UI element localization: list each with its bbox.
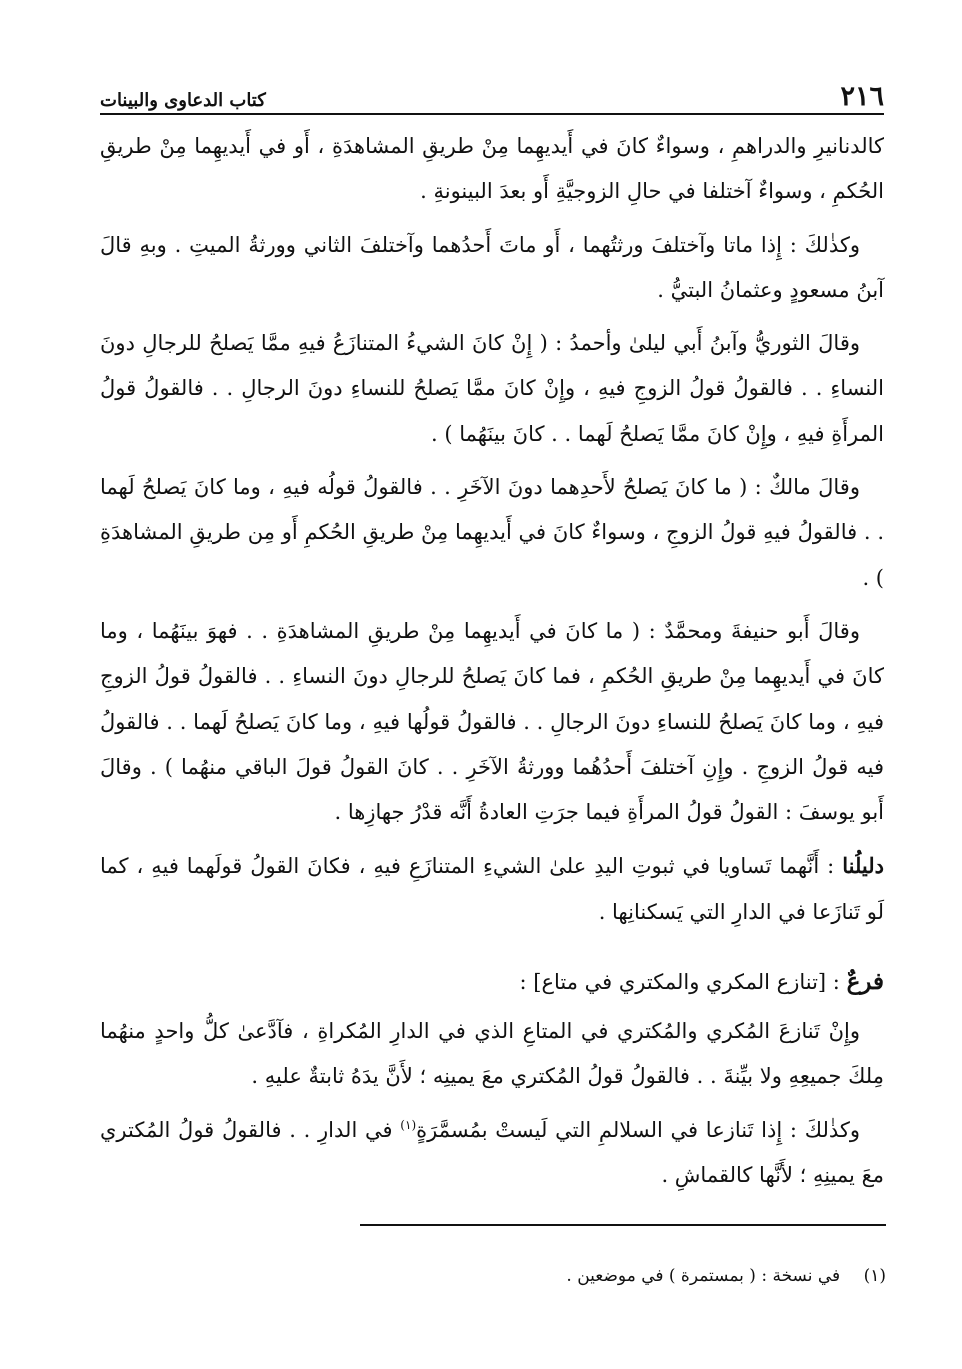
header-rule [100,113,884,115]
evidence-text: : أَنَّهما تَساويا في ثبوتِ اليدِ علىٰ الشيءِ المتنازَعِ فيهِ ، فكانَ القولُ قولَهما فيهِ ، كما لَو تَنازَعا في الدارِ التي يَسكنانِها . [100,854,884,924]
paragraph: وقالَ الثوريُّ وآبنُ أَبي ليلىٰ وأحمدُ : ( إِنْ كانَ الشيءُ المتنازَعُ فيهِ ممَّا يَصلحُ للرجالِ دونَ النساءِ . . فالقولُ قولُ الزوجِ فيهِ ، وإِنْ كانَ ممَّا يَصلحُ للنساءِ دونَ الرجالِ . . فالقولُ قولُ المرأَةِ فيهِ ، وإِنْ كانَ ممَّا يَصلحُ لَهما . . كانَ بينَهُما ) . [100,331,884,446]
paragraph-with-note [100,1108,884,1199]
paragraph-text: في الدارِ . . فالقولُ قولُ المُكتري معَ يمينِهِ ؛ لأَنَّها كالقماشِ . [100,1117,884,1187]
page-number: ٢١٦ [840,81,884,112]
footnote [100,1262,886,1290]
footnote-reference[interactable]: (١) [400,1117,417,1132]
paragraph: وإِنْ تَنازعَ المُكري والمُكتري في المتاعِ الذي في الدارِ المُكراةِ ، فآدَّعىٰ كلُّ واحدٍ منهُما مِلكَ جميعِهِ ولا بيِّنةَ . . فالقولُ قولُ المُكتري معَ يمينِه ؛ لأَنَّ يدَهُ ثابتةٌ عليهِ . [100,1019,884,1089]
footnote-rule [360,1224,886,1226]
paragraph: وقالَ مالكٌ : ( ما كانَ يَصلحُ لأَحدِهما دونَ الآخَرِ . . فالقولُ قولُه فيهِ ، وما كانَ يَصلحُ لَهما . . فالقولُ فيهِ قولُ الزوجِ ، وسواءٌ كانَ في أَيديهِما مِنْ طريقِ الحُكمِ أَو مِن طريقِ المشاهدَةِ ) . [100,475,884,590]
evidence-lead: دليلُنا [842,853,884,879]
running-title: كتاب الدعاوى والبينات [100,90,266,111]
page-header [100,78,884,110]
section-lead: فرعٌ [846,968,884,996]
paragraph: كالدنانيرِ والدراهمِ ، وسواءٌ كانَ في أَيديهِما مِنْ طريقِ المشاهدَةِ ، أَو في أَيديهِما مِنْ طريقِ الحُكمِ ، وسواءٌ آختلفا في حالِ الزوجيَّةِ أَو بعدَ البينونةِ . [100,134,884,204]
section-heading [100,959,884,1005]
paragraph: وكذٰلكَ : إِذا ماتا وآختلفَ ورثتُهما ، أَو ماتَ أَحدُهما وآختلفَ الثاني وورثةُ الميتِ . وبهِ قالَ آبنُ مسعودٍ وعثمانُ البتيُّ . [100,232,884,302]
main-text [100,124,884,1206]
paragraph-text: وكذٰلكَ : إِذا تَنازعا في السلالمِ التي لَيستْ بمُسمَّرَةٍ [416,1117,860,1142]
footnote-number: (١) [863,1266,886,1286]
section-title: : [تنازع المكري والمكتري في متاع] : [519,970,840,995]
paragraph: وقالَ أَبو حنيفةَ ومحمَّدٌ : ( ما كانَ في أَيديهِما مِنْ طريقِ المشاهدَةِ . . فهوَ بينَهُما ، وما كانَ في أَيديهِما مِنْ طريقِ الحُكمِ ، فما كانَ يَصلحُ للرجالِ دونَ النساءِ . . فالقولُ قولُ الزوجِ فيهِ ، وما كانَ يَصلحُ للنساءِ دونَ الرجالِ . . فالقولُ قولُها فيهِ ، وما كانَ يَصلحُ لَهما . . فالقولُ فيه قولُ الزوجِ . وإِنِ آختلفَ أَحدُهُما وورثةُ الآخَرِ . . كانَ القولُ قولَ الباقي منهُما ) . وقالَ أَبو يوسفَ : القولُ قولُ المرأَةِ فيما جرَتِ العادةُ أَنَّه قدْرُ جهازِها . [100,618,884,825]
footnote-text: في نسخة : ( بمستمرة ) في موضعين . [566,1266,841,1286]
evidence-paragraph [100,843,884,935]
